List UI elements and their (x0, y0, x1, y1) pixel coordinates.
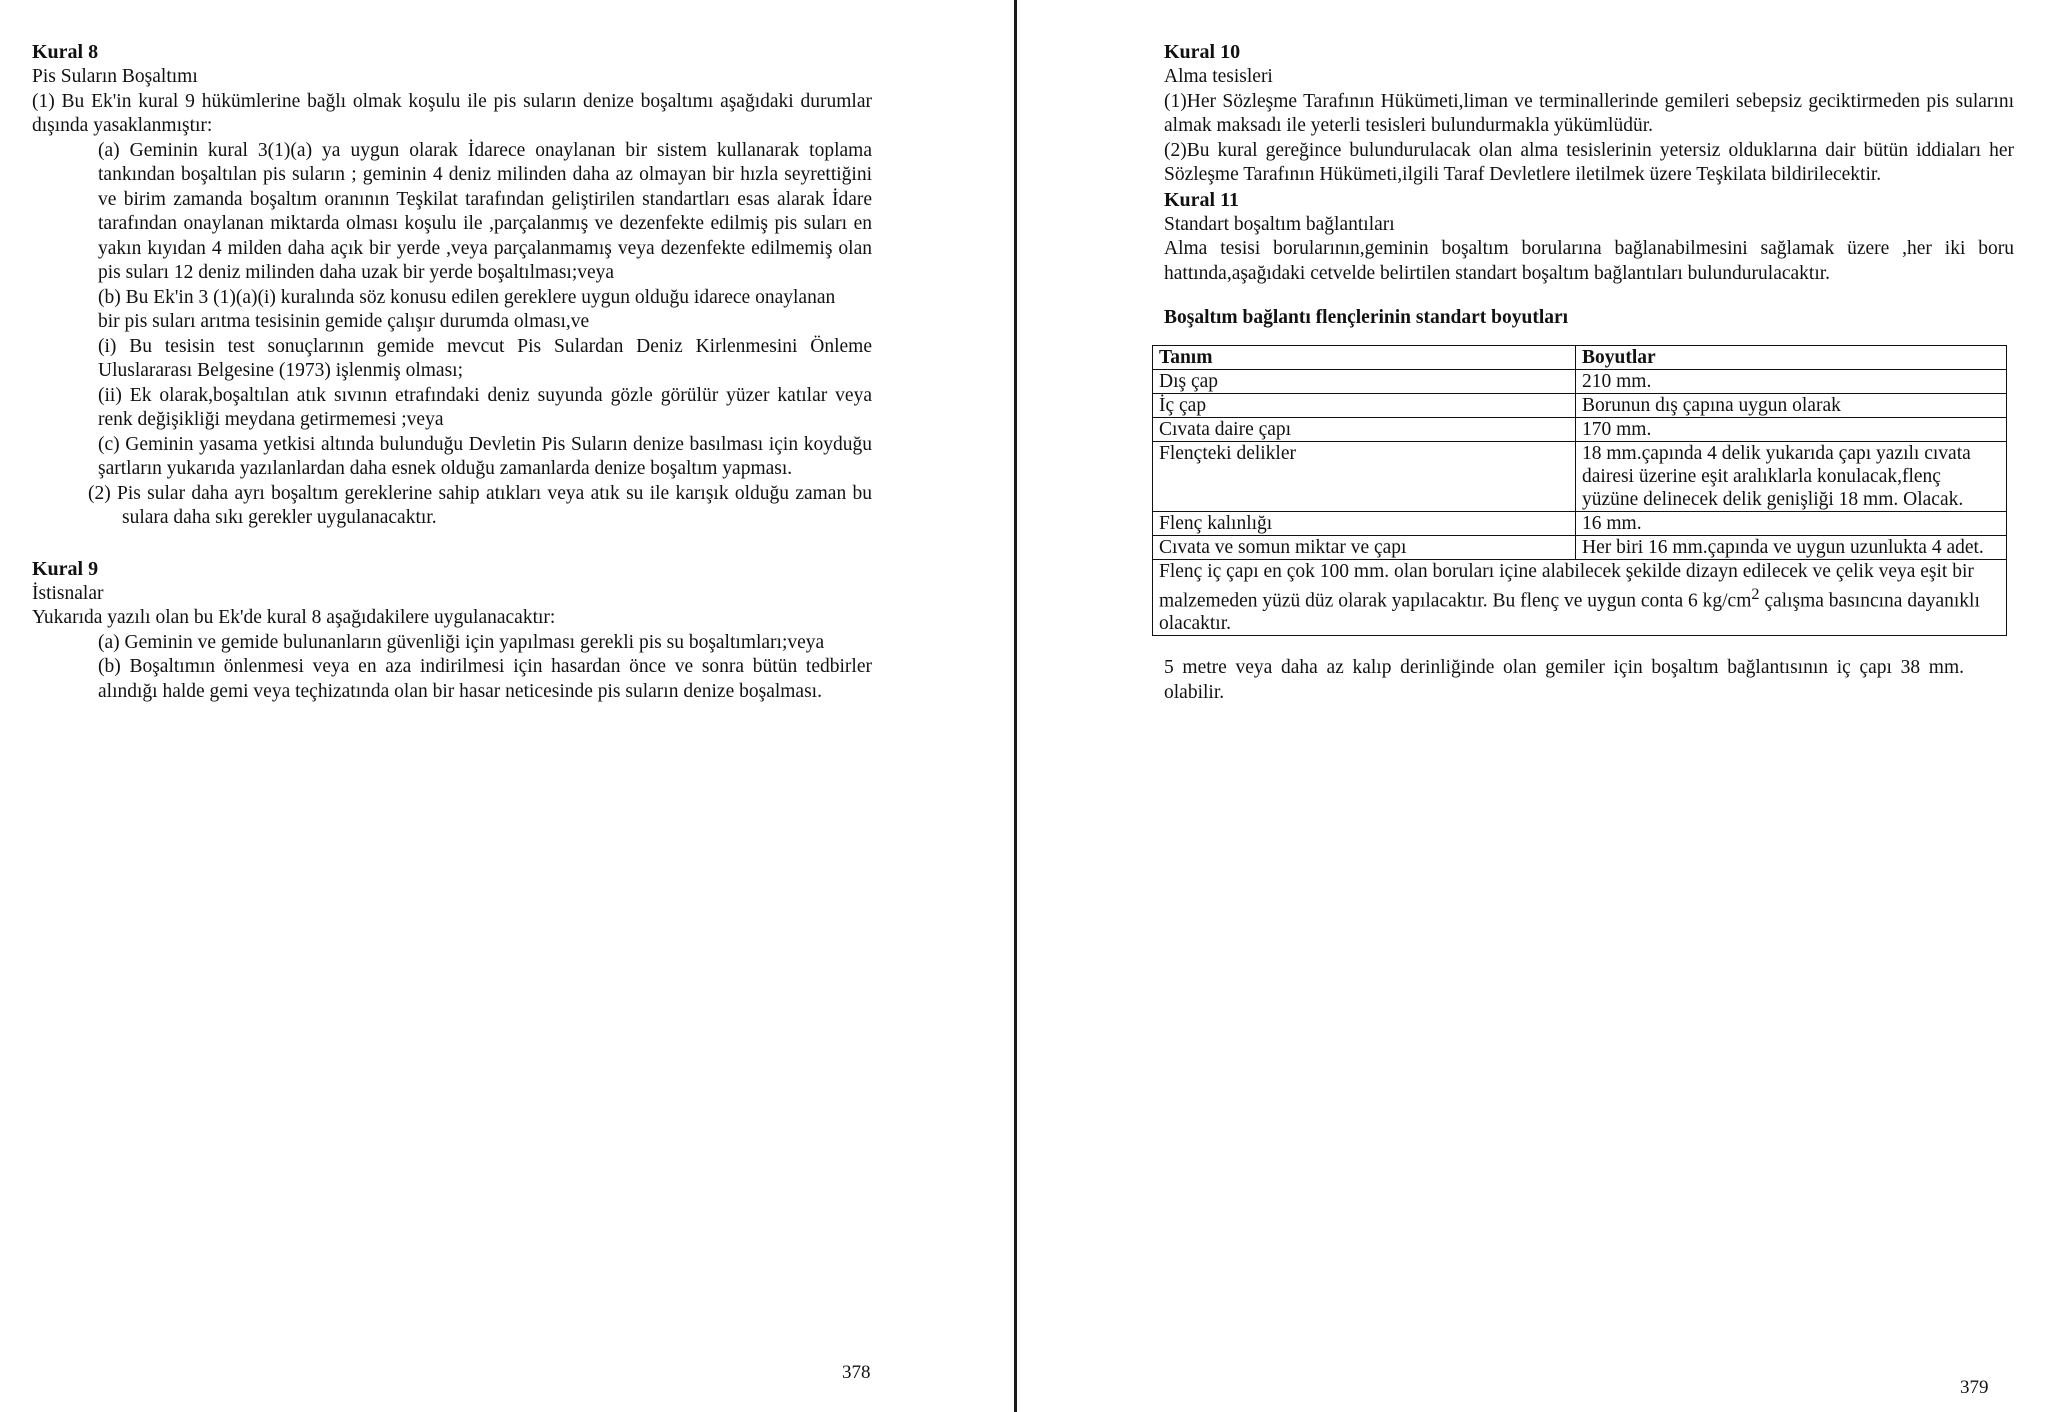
kural10-subtitle: Alma tesisleri (1164, 66, 1273, 87)
kural9-item-b: (b) Boşaltımın önlenmesi veya en aza indirilmesi için hasardan önce ve sonra bütün tedbirler alındığı halde gemi veya teçhizatında olan bir hasar neticesinde pis suların denize boşalması. (98, 656, 872, 702)
table-row (1153, 441, 2007, 511)
book-spine-divider (1014, 0, 1017, 1412)
table-cell-label: İç çap (1153, 393, 1576, 417)
table-cell-value: 170 mm. (1576, 417, 2007, 441)
table-cell-label: Cıvata daire çapı (1153, 417, 1576, 441)
kural10-paragraph-2: (2)Bu kural gereğince bulundurulacak olan alma tesislerinin yetersiz olduklarına dair bütün iddiaları her Sözleşme Tarafının Hükümeti,ilgili Taraf Devletlere iletilmek üzere Teşkilata bildirilecektir. (1164, 139, 2014, 185)
kural8-item-b: (b) Bu Ek'in 3 (1)(a)(i) kuralında söz konusu edilen gereklere uygun olduğu idarece onaylanan (98, 286, 836, 308)
kural9-intro: Yukarıda yazılı olan bu Ek'de kural 8 aşağıdakilere uygulanacaktır: (32, 607, 556, 628)
table-cell-value: Borunun dış çapına uygun olarak (1576, 393, 2007, 417)
table-cell-label: Flenç kalınlığı (1153, 511, 1576, 535)
kural8-paragraph-1: (1) Bu Ek'in kural 9 hükümlerine bağlı olmak koşulu ile pis suların denize boşaltımı aşağıdaki durumlar dışında yasaklanmıştır: (32, 90, 872, 136)
kural8-item-i: (i) Bu tesisin test sonuçlarının gemide mevcut Pis Sulardan Deniz Kirlenmesini Önleme Uluslararası Belgesine (1973) işlenmiş olması; (98, 335, 872, 381)
left-text-column (32, 40, 872, 704)
kural11-subtitle: Standart boşaltım bağlantıları (1164, 213, 1395, 235)
table-note-superscript: 2 (1751, 584, 1760, 603)
table-cell-value: Her biri 16 mm.çapında ve uygun uzunlukta 4 adet. (1576, 535, 2007, 559)
kural8-item-c: (c) Geminin yasama yetkisi altında bulunduğu Devletin Pis Suların denize basılması için koyduğu şartların yukarıda yazılanlardan daha esnek olduğu zamanlarda denize boşaltım yapması. (98, 433, 872, 479)
table-cell-value: 18 mm.çapında 4 delik yukarıda çapı yazılı cıvata dairesi üzerine eşit aralıklarla konulacak,flenç yüzüne delinecek delik genişliği 18 mm. Olacak. (1576, 441, 2007, 511)
table-cell-label: Dış çap (1153, 369, 1576, 393)
table-header-row (1153, 345, 2007, 369)
table-note-text-end: çalışma basıncına dayanıklı olacaktır. (1159, 590, 1980, 634)
table-cell-value: 16 mm. (1576, 511, 2007, 535)
kural9-subtitle: İstisnalar (32, 582, 104, 604)
table-row (1153, 393, 2007, 417)
kural11-paragraph-1: Alma tesisi borularının,geminin boşaltım borularına bağlanabilmesini sağlamak üzere ,her iki boru hattında,aşağıdaki cetvelde belirtilen standart boşaltım bağlantıları bulundurulacaktır. (1164, 238, 2014, 284)
page-number-right: 379 (1960, 1377, 1989, 1398)
table-row (1153, 369, 2007, 393)
kural8-item-ii: (ii) Ek olarak,boşaltılan atık sıvının etrafındaki deniz suyunda gözle görülür yüzer katılar veya renk değişikliği meydana getirmemesi ;veya (98, 384, 872, 430)
kural11-heading: Kural 11 (1164, 188, 1240, 211)
table-note-row (1153, 559, 2007, 636)
table-cell-label: Flençteki delikler (1153, 441, 1576, 511)
kural8-heading: Kural 8 (32, 41, 99, 63)
footer-note: 5 metre veya daha az kalıp derinliğinde olan gemiler için boşaltım bağlantısının iç çapı 38 mm. olabilir. (1164, 657, 1964, 703)
table-note-cell (1153, 559, 2007, 636)
kural10-paragraph-1: (1)Her Sözleşme Tarafının Hükümeti,liman ve terminallerinde gemileri sebepsiz geciktirmeden pis sularını almak maksadı ile yeterli tesisleri bulundurmakla yükümlüdür. (1164, 90, 2014, 136)
page-number-left: 378 (842, 1362, 871, 1383)
kural8-item-a: (a) Geminin kural 3(1)(a) ya uygun olarak İdarece onaylanan bir sistem kullanarak toplama tankından boşaltılan pis suların ; geminin 4 deniz milinden daha az olmayan bir hızla seyrettiğini ve birim zamanda boşaltım oranının Teşkilat tarafından geliştirilen standartları esas alarak İdare tarafından onaylanan miktarda olması koşulu ile ,parçalanmış ve dezenfekte edilmiş pis suları en yakın kıyıdan 4 milden daha açık bir yerde ,veya parçalanmamış veya dezenfekte edilmemiş olan pis suları 12 deniz milinden daha uzak bir yerde boşaltılması;veya (98, 139, 872, 283)
table-header-cell: Boyutlar (1576, 345, 2007, 369)
table-row (1153, 417, 2007, 441)
right-page (1028, 0, 2048, 1412)
table-row (1153, 511, 2007, 535)
table-title: Boşaltım bağlantı flençlerinin standart boyutları (1164, 307, 1569, 328)
kural8-subtitle: Pis Suların Boşaltımı (32, 66, 198, 87)
table-cell-value: 210 mm. (1576, 369, 2007, 393)
kural8-paragraph-2: (2) Pis sular daha ayrı boşaltım gereklerine sahip atıkları veya atık su ile karışık olduğu zaman bu sulara daha sıkı gerekler uygulanacaktır. (88, 482, 872, 528)
table-note-text: Flenç iç çapı en çok 100 mm. olan boruları içine alabilecek şekilde dizayn edilecek ve çelik veya eşit bir malzemeden yüzü düz olarak yapılacaktır. Bu flenç ve uygun conta 6 kg/cm (1159, 560, 1974, 611)
left-page (0, 0, 1015, 1412)
kural9-heading: Kural 9 (32, 557, 99, 580)
flange-dimensions-table (1152, 345, 2007, 637)
kural9-item-a: (a) Geminin ve gemide bulunanların güvenliği için yapılması gerekli pis su boşaltımları;veya (98, 631, 825, 653)
kural10-heading: Kural 10 (1164, 41, 1241, 63)
table-row (1153, 535, 2007, 559)
right-text-column (1159, 40, 2014, 705)
table-header-cell: Tanım (1153, 345, 1576, 369)
kural8-item-b-continuation: bir pis suları arıtma tesisinin gemide çalışır durumda olması,ve (98, 311, 590, 332)
table-cell-label: Cıvata ve somun miktar ve çapı (1153, 535, 1576, 559)
